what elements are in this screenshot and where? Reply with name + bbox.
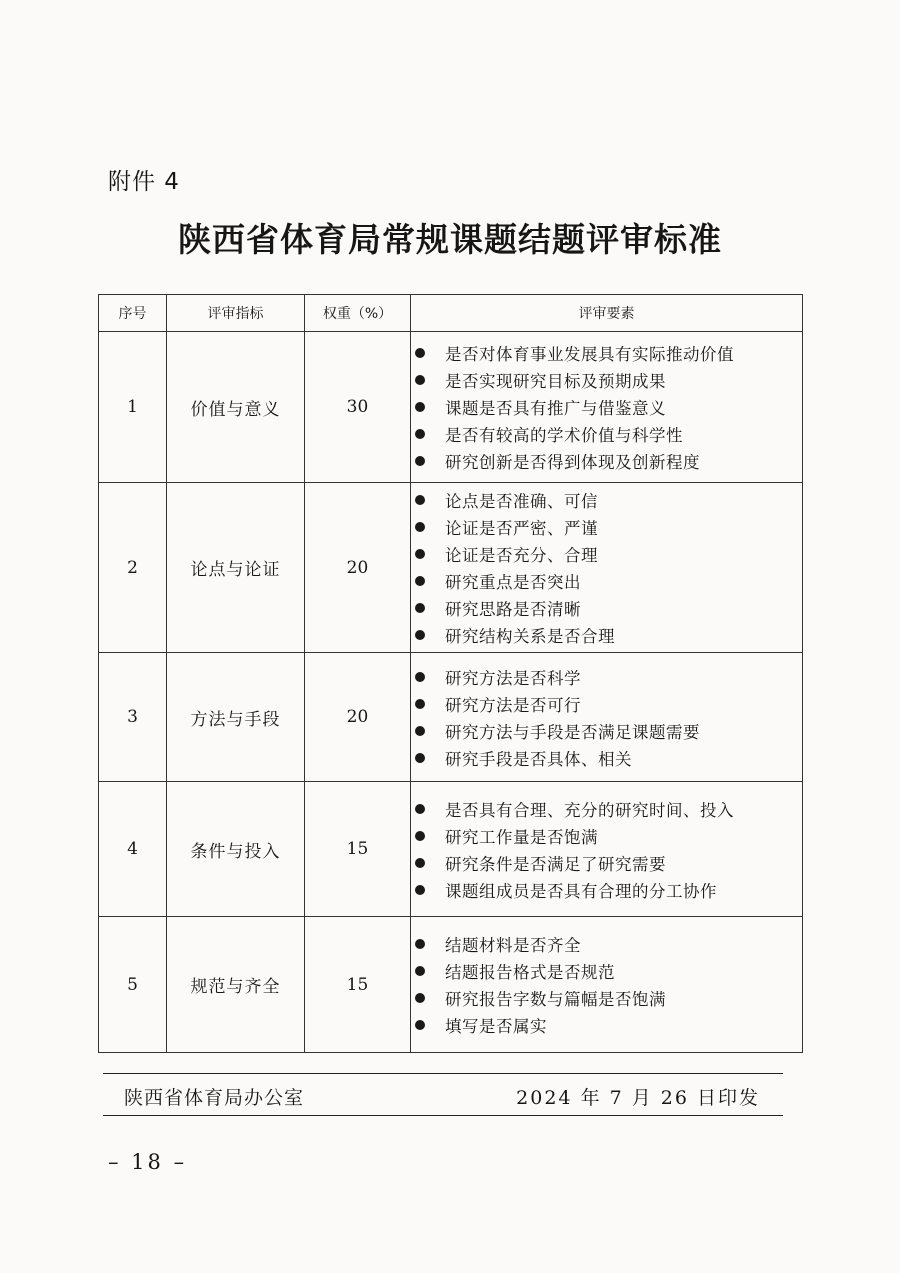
bullet-icon — [415, 885, 425, 895]
element-text: 是否对体育事业发展具有实际推动价值 — [445, 345, 734, 364]
row-num: 4 — [99, 782, 167, 917]
element-text: 研究思路是否清晰 — [445, 600, 581, 619]
bullet-icon — [415, 630, 425, 640]
bullet-icon — [415, 402, 425, 412]
bullet-icon — [415, 939, 425, 949]
header-num: 序号 — [99, 295, 167, 332]
page-number: – 18 – — [108, 1150, 188, 1174]
element-text: 研究创新是否得到体现及创新程度 — [445, 453, 700, 472]
criteria-table — [98, 294, 803, 1053]
element-text: 研究报告字数与篇幅是否饱满 — [445, 990, 666, 1009]
issue-date: 2024 年 7 月 26 日印发 — [516, 1087, 760, 1109]
element-text: 课题组成员是否具有合理的分工协作 — [445, 881, 717, 901]
list-item — [411, 514, 802, 541]
list-item — [411, 744, 802, 771]
row-weight: 30 — [305, 332, 411, 483]
document-title: 陕西省体育局常规课题结题评审标准 — [178, 220, 722, 259]
row-weight: 15 — [305, 917, 411, 1053]
bullet-icon — [415, 993, 425, 1003]
list-item — [411, 367, 802, 394]
header-indicator: 评审指标 — [167, 295, 305, 332]
list-item — [411, 421, 802, 448]
element-text: 是否实现研究目标及预期成果 — [445, 372, 666, 391]
row-indicator: 论点与论证 — [167, 483, 305, 653]
issuer: 陕西省体育局办公室 — [124, 1087, 305, 1109]
row-indicator: 方法与手段 — [167, 653, 305, 782]
list-item — [411, 985, 802, 1012]
list-item — [411, 595, 802, 622]
list-item — [411, 622, 802, 649]
row-elements — [411, 332, 803, 483]
element-text: 研究方法是否科学 — [445, 668, 581, 688]
header-elements: 评审要素 — [411, 295, 803, 332]
bullet-icon — [415, 495, 425, 505]
bullet-icon — [415, 522, 425, 532]
bullet-icon — [415, 603, 425, 613]
bullet-icon — [415, 858, 425, 868]
list-item — [411, 849, 802, 876]
list-item — [411, 931, 802, 958]
bullet-icon — [415, 375, 425, 385]
header-weight: 权重（%） — [305, 295, 411, 332]
element-text: 论证是否充分、合理 — [445, 546, 598, 565]
row-elements — [411, 782, 803, 917]
list-item — [411, 394, 802, 421]
row-weight: 20 — [305, 653, 411, 782]
element-text: 研究重点是否突出 — [445, 573, 581, 592]
element-text: 研究方法是否可行 — [445, 695, 581, 715]
bullet-icon — [415, 831, 425, 841]
element-text: 是否具有合理、充分的研究时间、投入 — [445, 800, 734, 820]
bullet-icon — [415, 804, 425, 814]
attachment-label: 附件 4 — [108, 169, 180, 195]
element-text: 研究方法与手段是否满足课题需要 — [445, 722, 700, 742]
list-item — [411, 448, 802, 475]
bullet-icon — [415, 549, 425, 559]
list-item — [411, 663, 802, 690]
row-elements — [411, 917, 803, 1053]
footer-top-rule — [103, 1073, 783, 1074]
element-text: 研究工作量是否饱满 — [445, 827, 598, 847]
row-num: 2 — [99, 483, 167, 653]
bullet-icon — [415, 726, 425, 736]
list-item — [411, 541, 802, 568]
list-item — [411, 1012, 802, 1039]
bullet-icon — [415, 456, 425, 466]
bullet-icon — [415, 1020, 425, 1030]
element-text: 是否有较高的学术价值与科学性 — [445, 426, 683, 445]
bullet-icon — [415, 348, 425, 358]
row-elements — [411, 653, 803, 782]
list-item — [411, 487, 802, 514]
element-text: 论点是否准确、可信 — [445, 492, 598, 511]
list-item — [411, 690, 802, 717]
row-indicator: 价值与意义 — [167, 332, 305, 483]
row-elements — [411, 483, 803, 653]
footer-bottom-rule — [103, 1115, 783, 1116]
row-num: 5 — [99, 917, 167, 1053]
element-text: 研究条件是否满足了研究需要 — [445, 854, 666, 874]
list-item — [411, 876, 802, 903]
table-row — [99, 653, 803, 782]
table-row — [99, 782, 803, 917]
element-text: 研究手段是否具体、相关 — [445, 749, 632, 769]
bullet-icon — [415, 699, 425, 709]
row-weight: 20 — [305, 483, 411, 653]
row-indicator: 规范与齐全 — [167, 917, 305, 1053]
row-indicator: 条件与投入 — [167, 782, 305, 917]
row-num: 1 — [99, 332, 167, 483]
row-weight: 15 — [305, 782, 411, 917]
bullet-icon — [415, 672, 425, 682]
bullet-icon — [415, 753, 425, 763]
table-header-row — [99, 295, 803, 332]
row-num: 3 — [99, 653, 167, 782]
table-row — [99, 483, 803, 653]
table-row — [99, 917, 803, 1053]
list-item — [411, 958, 802, 985]
bullet-icon — [415, 966, 425, 976]
list-item — [411, 568, 802, 595]
element-text: 结题材料是否齐全 — [445, 936, 581, 955]
element-text: 论证是否严密、严谨 — [445, 519, 598, 538]
table-row — [99, 332, 803, 483]
element-text: 结题报告格式是否规范 — [445, 963, 615, 982]
element-text: 课题是否具有推广与借鉴意义 — [445, 399, 666, 418]
bullet-icon — [415, 576, 425, 586]
element-text: 研究结构关系是否合理 — [445, 627, 615, 646]
list-item — [411, 717, 802, 744]
list-item — [411, 822, 802, 849]
list-item — [411, 795, 802, 822]
element-text: 填写是否属实 — [445, 1017, 547, 1036]
list-item — [411, 340, 802, 367]
bullet-icon — [415, 429, 425, 439]
